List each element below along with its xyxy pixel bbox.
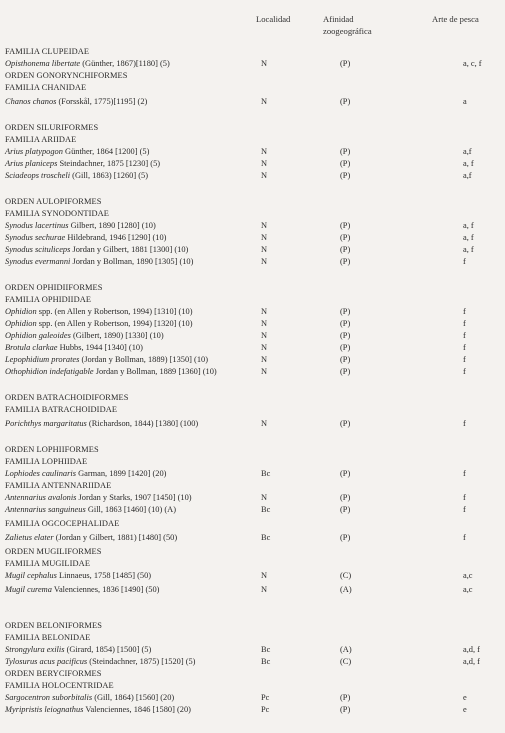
taxon-heading-text: ORDEN GONORYNCHIFORMES xyxy=(5,71,128,80)
species-authority: (Forsskål, 1775)[1195] (2) xyxy=(56,97,148,106)
species-name-cell xyxy=(5,256,193,267)
species-authority: Jordan y Bollman, 1890 [1305] (10) xyxy=(70,257,194,266)
column-header-afinidad-line1: Afinidad xyxy=(323,14,354,24)
afinidad-cell: (P) xyxy=(340,419,351,428)
species-row xyxy=(0,146,505,157)
localidad-cell: N xyxy=(261,319,268,328)
species-row xyxy=(0,704,505,715)
species-row xyxy=(0,532,505,543)
species-row xyxy=(0,692,505,703)
taxon-heading xyxy=(0,444,505,455)
species-authority: Valenciennes, 1846 [1580] (20) xyxy=(83,705,191,714)
species-binomial: Tylosurus acus pacificus xyxy=(5,657,88,666)
taxon-heading xyxy=(0,70,505,81)
species-binomial: Arius planiceps xyxy=(5,159,58,168)
species-binomial: Lepophidium prorates xyxy=(5,355,80,364)
species-row xyxy=(0,158,505,169)
taxon-heading xyxy=(0,546,505,557)
localidad-cell: N xyxy=(261,159,268,168)
arte-cell: a xyxy=(463,97,467,106)
species-binomial: Synodus scituliceps xyxy=(5,245,71,254)
localidad-cell: N xyxy=(261,419,268,428)
species-name-cell xyxy=(5,318,193,329)
species-name-cell xyxy=(5,170,148,181)
taxon-heading-text: FAMILIA MUGILIDAE xyxy=(5,559,91,568)
localidad-cell: Bc xyxy=(261,505,271,514)
afinidad-cell: (P) xyxy=(340,159,351,168)
species-row xyxy=(0,504,505,515)
species-binomial: Ophidion xyxy=(5,319,37,328)
afinidad-cell: (P) xyxy=(340,221,351,230)
species-name-cell xyxy=(5,306,193,317)
species-authority: Günther, 1864 [1200] (5) xyxy=(62,147,150,156)
species-binomial: Opisthonema libertate xyxy=(5,59,81,68)
localidad-cell: N xyxy=(261,171,268,180)
column-header-afinidad xyxy=(323,13,403,37)
species-name-cell xyxy=(5,492,192,503)
species-row xyxy=(0,306,505,317)
species-row xyxy=(0,232,505,243)
species-row xyxy=(0,366,505,377)
taxon-heading-text: FAMILIA BELONIDAE xyxy=(5,633,91,642)
taxon-heading xyxy=(0,480,505,491)
localidad-cell: Pc xyxy=(261,693,270,702)
species-authority: Jordan y Gilbert, 1881 [1300] (10) xyxy=(70,245,189,254)
species-authority: Garman, 1899 [1420] (20) xyxy=(75,469,167,478)
species-authority: Linnaeus, 1758 [1485] (50) xyxy=(56,571,152,580)
species-name-cell xyxy=(5,532,177,543)
arte-cell: f xyxy=(463,343,466,352)
arte-cell: a,c xyxy=(463,571,473,580)
taxon-heading xyxy=(0,82,505,93)
afinidad-cell: (P) xyxy=(340,705,351,714)
taxon-heading-text: FAMILIA HOLOCENTRIDAE xyxy=(5,681,114,690)
localidad-cell: N xyxy=(261,257,268,266)
arte-cell: f xyxy=(463,319,466,328)
species-row xyxy=(0,318,505,329)
species-row xyxy=(0,492,505,503)
arte-cell: f xyxy=(463,307,466,316)
species-authority: (Jordan y Bollman, 1889) [1350] (10) xyxy=(79,355,209,364)
species-binomial: Porichthys margaritatus xyxy=(5,419,87,428)
species-authority: (Gill, 1863) [1260] (5) xyxy=(70,171,148,180)
arte-cell: a, f xyxy=(463,221,474,230)
species-binomial: Antennarius avalonis xyxy=(5,493,77,502)
species-row xyxy=(0,244,505,255)
taxon-heading-text: FAMILIA OGCOCEPHALIDAE xyxy=(5,519,120,528)
afinidad-cell: (P) xyxy=(340,307,351,316)
afinidad-cell: (P) xyxy=(340,319,351,328)
taxon-heading-text: ORDEN LOPHIIFORMES xyxy=(5,445,99,454)
species-name-cell xyxy=(5,158,160,169)
taxon-heading-text: FAMILIA CLUPEIDAE xyxy=(5,47,90,56)
afinidad-cell: (A) xyxy=(340,585,352,594)
localidad-cell: N xyxy=(261,147,268,156)
afinidad-cell: (P) xyxy=(340,257,351,266)
arte-cell: a, f xyxy=(463,159,474,168)
species-authority: Jordan y Starks, 1907 [1450] (10) xyxy=(76,493,192,502)
species-authority: Gilbert, 1890 [1280] (10) xyxy=(68,221,156,230)
species-binomial: Othophidion indefatigable xyxy=(5,367,94,376)
afinidad-cell: (C) xyxy=(340,657,352,666)
species-name-cell xyxy=(5,570,151,581)
localidad-cell: N xyxy=(261,367,268,376)
localidad-cell: N xyxy=(261,307,268,316)
species-authority: Hildebrand, 1946 [1290] (10) xyxy=(65,233,167,242)
species-name-cell xyxy=(5,644,151,655)
localidad-cell: N xyxy=(261,97,268,106)
arte-cell: e xyxy=(463,693,467,702)
afinidad-cell: (P) xyxy=(340,97,351,106)
species-name-cell xyxy=(5,692,174,703)
arte-cell: a, c, f xyxy=(463,59,482,68)
species-authority: Steindachner, 1875 [1230] (5) xyxy=(57,159,161,168)
arte-cell: f xyxy=(463,331,466,340)
localidad-cell: N xyxy=(261,571,268,580)
species-name-cell xyxy=(5,220,156,231)
column-header-localidad: Localidad xyxy=(256,14,291,24)
localidad-cell: N xyxy=(261,221,268,230)
species-name-cell xyxy=(5,58,170,69)
arte-cell: f xyxy=(463,355,466,364)
species-name-cell xyxy=(5,704,191,715)
species-authority: (Steindachner, 1875) [1520] (5) xyxy=(87,657,196,666)
species-row xyxy=(0,570,505,581)
arte-cell: f xyxy=(463,469,466,478)
localidad-cell: N xyxy=(261,59,268,68)
species-name-cell xyxy=(5,354,208,365)
afinidad-cell: (P) xyxy=(340,469,351,478)
taxon-heading xyxy=(0,208,505,219)
arte-cell: a,f xyxy=(463,147,472,156)
species-binomial: Arius platypogon xyxy=(5,147,63,156)
species-row xyxy=(0,656,505,667)
species-authority: Valenciennes, 1836 [1490] (50) xyxy=(51,585,160,594)
taxon-heading-text: ORDEN BERYCIFORMES xyxy=(5,669,102,678)
species-binomial: Ophidion galeoides xyxy=(5,331,71,340)
taxon-heading xyxy=(0,558,505,569)
taxon-heading-text: ORDEN AULOPIFORMES xyxy=(5,197,102,206)
taxon-heading-text: FAMILIA BATRACHOIDIDAE xyxy=(5,405,118,414)
taxon-heading-text: ORDEN OPHIDIIFORMES xyxy=(5,283,103,292)
arte-cell: f xyxy=(463,533,466,542)
localidad-cell: N xyxy=(261,493,268,502)
taxon-heading xyxy=(0,46,505,57)
localidad-cell: N xyxy=(261,233,268,242)
taxon-heading xyxy=(0,282,505,293)
taxon-heading xyxy=(0,668,505,679)
species-binomial: Synodus evermanni xyxy=(5,257,71,266)
taxon-heading xyxy=(0,122,505,133)
species-binomial: Chanos chanos xyxy=(5,97,57,106)
afinidad-cell: (P) xyxy=(340,493,351,502)
species-name-cell xyxy=(5,342,143,353)
afinidad-cell: (P) xyxy=(340,147,351,156)
species-name-cell xyxy=(5,330,164,341)
species-row xyxy=(0,468,505,479)
taxon-heading xyxy=(0,456,505,467)
species-row xyxy=(0,58,505,69)
species-authority: spp. (en Allen y Robertson, 1994) [1320] (10) xyxy=(36,319,193,328)
species-authority: (Gill, 1864) [1560] (20) xyxy=(92,693,175,702)
species-row xyxy=(0,330,505,341)
species-authority: (Girard, 1854) [1500] (5) xyxy=(64,645,152,654)
taxon-heading-text: FAMILIA SYNODONTIDAE xyxy=(5,209,109,218)
arte-cell: a,f xyxy=(463,171,472,180)
species-row xyxy=(0,170,505,181)
taxon-heading xyxy=(0,632,505,643)
taxon-heading xyxy=(0,196,505,207)
localidad-cell: N xyxy=(261,343,268,352)
species-binomial: Antennarius sanguineus xyxy=(5,505,86,514)
species-authority: (Richardson, 1844) [1380] (100) xyxy=(86,419,199,428)
localidad-cell: Bc xyxy=(261,645,271,654)
taxon-heading xyxy=(0,134,505,145)
arte-cell: a,d, f xyxy=(463,657,480,666)
species-authority: (Gilbert, 1890) [1330] (10) xyxy=(70,331,164,340)
afinidad-cell: (P) xyxy=(340,505,351,514)
afinidad-cell: (P) xyxy=(340,233,351,242)
afinidad-cell: (P) xyxy=(340,533,351,542)
species-binomial: Strongylura exilis xyxy=(5,645,65,654)
species-row xyxy=(0,584,505,595)
species-row xyxy=(0,418,505,429)
taxon-heading-text: FAMILIA ANTENNARIIDAE xyxy=(5,481,112,490)
species-binomial: Brotula clarkae xyxy=(5,343,58,352)
species-authority: (Jordan y Gilbert, 1881) [1480] (50) xyxy=(53,533,178,542)
taxon-heading-text: ORDEN SILURIFORMES xyxy=(5,123,99,132)
species-row xyxy=(0,342,505,353)
localidad-cell: Bc xyxy=(261,533,271,542)
species-binomial: Lophiodes caulinaris xyxy=(5,469,76,478)
localidad-cell: Pc xyxy=(261,705,270,714)
taxon-heading xyxy=(0,392,505,403)
species-authority: spp. (en Allen y Robertson, 1994) [1310] (10) xyxy=(36,307,193,316)
species-name-cell xyxy=(5,232,166,243)
afinidad-cell: (C) xyxy=(340,571,352,580)
species-name-cell xyxy=(5,146,149,157)
taxon-heading xyxy=(0,294,505,305)
species-name-cell xyxy=(5,96,147,107)
arte-cell: a, f xyxy=(463,233,474,242)
afinidad-cell: (P) xyxy=(340,355,351,364)
taxon-heading-text: FAMILIA OPHIDIIDAE xyxy=(5,295,92,304)
species-name-cell xyxy=(5,584,159,595)
afinidad-cell: (P) xyxy=(340,331,351,340)
taxon-heading-text: FAMILIA CHANIDAE xyxy=(5,83,87,92)
species-row xyxy=(0,220,505,231)
arte-cell: f xyxy=(463,505,466,514)
species-binomial: Myripristis leiognathus xyxy=(5,705,84,714)
afinidad-cell: (P) xyxy=(340,245,351,254)
localidad-cell: Bc xyxy=(261,657,271,666)
species-authority: (Günther, 1867)[1180] (5) xyxy=(80,59,170,68)
arte-cell: a, f xyxy=(463,245,474,254)
species-binomial: Mugil curema xyxy=(5,585,52,594)
localidad-cell: N xyxy=(261,245,268,254)
species-name-cell xyxy=(5,468,166,479)
taxon-heading xyxy=(0,404,505,415)
species-authority: Hubbs, 1944 [1340] (10) xyxy=(57,343,143,352)
taxon-heading-text: ORDEN MUGILIFORMES xyxy=(5,547,102,556)
species-binomial: Synodus sechurae xyxy=(5,233,66,242)
arte-cell: a,d, f xyxy=(463,645,480,654)
taxon-heading-text: FAMILIA ARIIDAE xyxy=(5,135,77,144)
species-row xyxy=(0,96,505,107)
species-row xyxy=(0,354,505,365)
species-name-cell xyxy=(5,244,188,255)
taxon-heading-text: ORDEN BELONIFORMES xyxy=(5,621,102,630)
localidad-cell: N xyxy=(261,331,268,340)
afinidad-cell: (P) xyxy=(340,343,351,352)
afinidad-cell: (P) xyxy=(340,367,351,376)
taxon-heading-text: FAMILIA LOPHIIDAE xyxy=(5,457,88,466)
arte-cell: a,c xyxy=(463,585,473,594)
arte-cell: e xyxy=(463,705,467,714)
afinidad-cell: (P) xyxy=(340,171,351,180)
species-binomial: Sciadeops troscheli xyxy=(5,171,71,180)
afinidad-cell: (P) xyxy=(340,59,351,68)
species-name-cell xyxy=(5,366,217,377)
species-binomial: Ophidion xyxy=(5,307,37,316)
species-name-cell xyxy=(5,656,195,667)
arte-cell: f xyxy=(463,493,466,502)
arte-cell: f xyxy=(463,419,466,428)
afinidad-cell: (A) xyxy=(340,645,352,654)
localidad-cell: N xyxy=(261,355,268,364)
species-binomial: Zalietus elater xyxy=(5,533,54,542)
species-binomial: Sargocentron suborbitalis xyxy=(5,693,93,702)
species-binomial: Mugil cephalus xyxy=(5,571,57,580)
taxon-heading-text: ORDEN BATRACHOIDIFORMES xyxy=(5,393,129,402)
localidad-cell: Bc xyxy=(261,469,271,478)
species-name-cell xyxy=(5,418,198,429)
species-authority: Jordan y Bollman, 1889 [1360] (10) xyxy=(93,367,217,376)
species-authority: Gill, 1863 [1460] (10) (A) xyxy=(85,505,176,514)
column-header-afinidad-line2: zoogeográfica xyxy=(323,26,372,36)
species-name-cell xyxy=(5,504,176,515)
taxon-heading xyxy=(0,620,505,631)
localidad-cell: N xyxy=(261,585,268,594)
taxon-heading xyxy=(0,518,505,529)
species-row xyxy=(0,256,505,267)
species-binomial: Synodus lacertinus xyxy=(5,221,69,230)
arte-cell: f xyxy=(463,367,466,376)
species-row xyxy=(0,644,505,655)
column-header-arte: Arte de pesca xyxy=(432,14,479,24)
arte-cell: f xyxy=(463,257,466,266)
afinidad-cell: (P) xyxy=(340,693,351,702)
taxon-heading xyxy=(0,680,505,691)
